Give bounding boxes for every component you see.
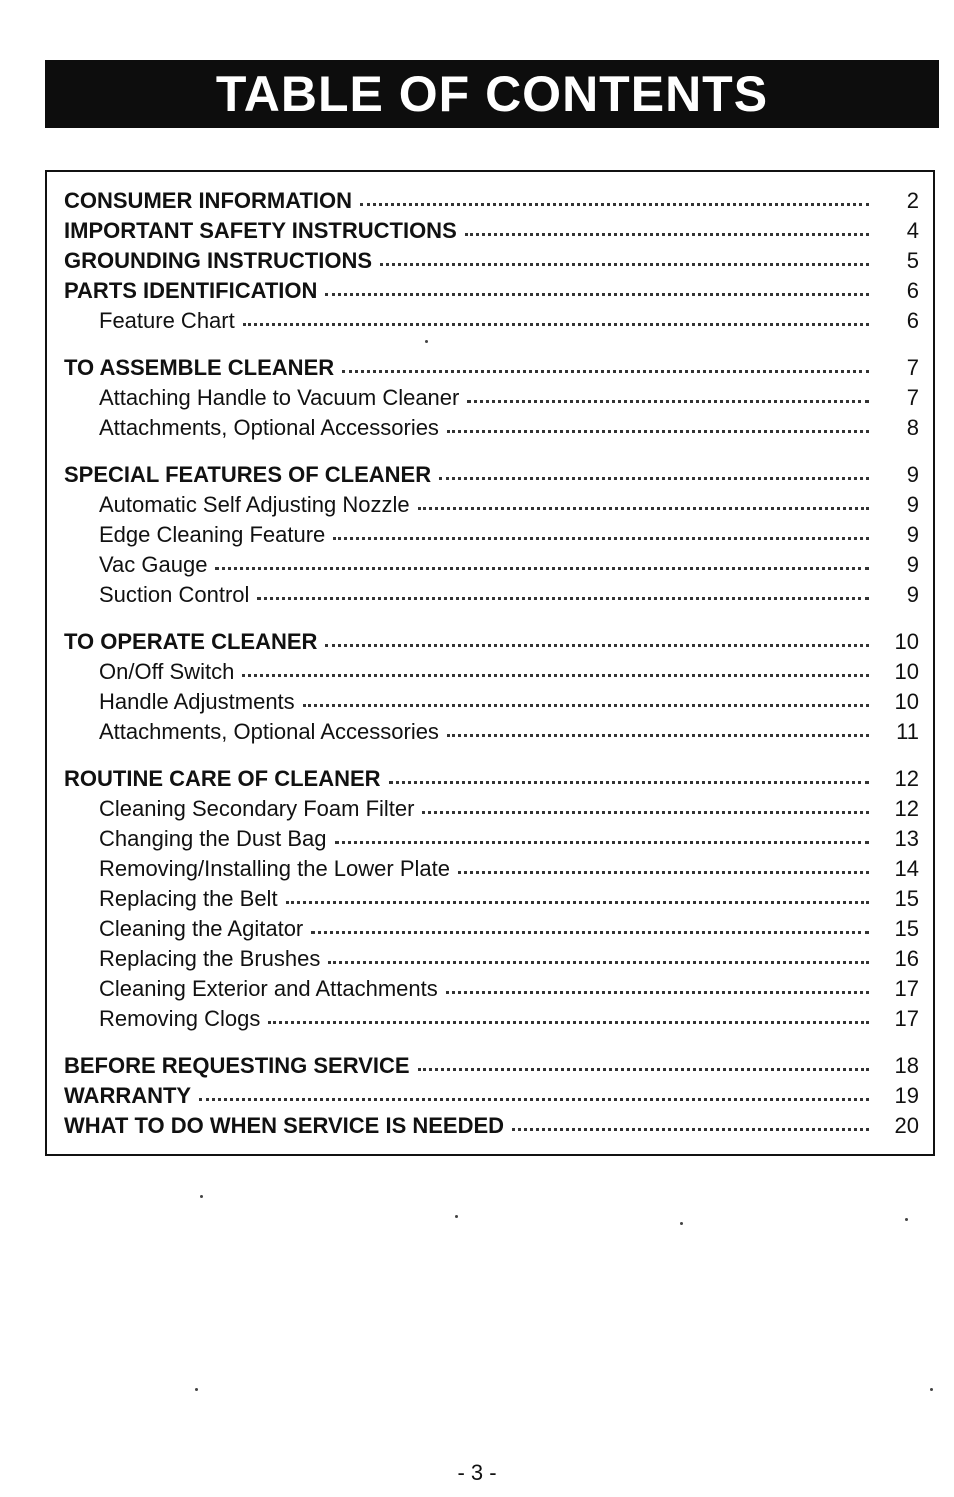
toc-entry: [64, 854, 919, 884]
dot-leader: [389, 780, 869, 784]
toc-entry: [64, 794, 919, 824]
toc-entry-label: GROUNDING INSTRUCTIONS: [64, 248, 372, 273]
toc-entry-label: On/Off Switch: [99, 659, 235, 684]
toc-entry-label: WHAT TO DO WHEN SERVICE IS NEEDED: [64, 1113, 505, 1138]
toc-entry-page: 15: [894, 886, 919, 911]
dot-leader: [286, 900, 869, 904]
toc-entry-page: 11: [896, 719, 919, 744]
toc-entry: [64, 186, 919, 216]
toc-entry: [64, 1051, 919, 1081]
dot-leader: [360, 202, 869, 206]
toc-entry-label: Attachments, Optional Accessories: [99, 415, 439, 440]
toc-entry-page: 5: [906, 248, 919, 273]
dot-leader: [467, 399, 869, 403]
scan-speck: [425, 340, 428, 343]
toc-entry-label: Changing the Dust Bag: [99, 826, 327, 851]
toc-entry-label: Automatic Self Adjusting Nozzle: [99, 492, 410, 517]
dot-leader: [268, 1020, 869, 1024]
toc-entry: [64, 764, 919, 794]
toc-entry-label: WARRANTY: [64, 1083, 192, 1108]
toc-entry-label: Removing Clogs: [99, 1006, 261, 1031]
dot-leader: [257, 596, 869, 600]
scan-speck: [200, 1195, 203, 1198]
dot-leader: [242, 673, 869, 677]
dot-leader: [342, 369, 869, 373]
toc-entry: [64, 1111, 919, 1141]
dot-leader: [333, 536, 869, 540]
toc-entry-page: 18: [894, 1053, 919, 1078]
toc-entry: [64, 383, 919, 413]
toc-entry-page: 12: [894, 766, 919, 791]
toc-entry: [64, 550, 919, 580]
title-banner: [45, 60, 939, 128]
dot-leader: [439, 476, 869, 480]
dot-leader: [215, 566, 869, 570]
toc-entry: [64, 216, 919, 246]
toc-entry-label: Cleaning Exterior and Attachments: [99, 976, 438, 1001]
toc-entry: [64, 884, 919, 914]
toc-entry: [64, 413, 919, 443]
scan-speck: [680, 1222, 683, 1225]
toc-section: [64, 764, 919, 1034]
toc-entry-label: PARTS IDENTIFICATION: [64, 278, 318, 303]
toc-section: [64, 460, 919, 610]
toc-entry-page: 10: [894, 689, 919, 714]
toc-entry-label: IMPORTANT SAFETY INSTRUCTIONS: [64, 218, 457, 243]
toc-entry-label: Replacing the Belt: [99, 886, 278, 911]
toc-entry-label: Edge Cleaning Feature: [99, 522, 326, 547]
toc-entry: [64, 944, 919, 974]
toc-entry: [64, 276, 919, 306]
toc-entry-label: Vac Gauge: [99, 552, 208, 577]
toc-entry-page: 20: [894, 1113, 919, 1138]
toc-entry-page: 9: [906, 552, 919, 577]
dot-leader: [325, 643, 869, 647]
scan-speck: [195, 1388, 198, 1391]
toc-entry: [64, 246, 919, 276]
toc-entry-page: 16: [894, 946, 919, 971]
toc-entry-page: 9: [906, 462, 919, 487]
toc-entry-label: Attaching Handle to Vacuum Cleaner: [99, 385, 460, 410]
toc-section: [64, 627, 919, 747]
toc-entry-page: 7: [906, 355, 919, 380]
toc-entry-page: 10: [894, 629, 919, 654]
toc-entry-label: BEFORE REQUESTING SERVICE: [64, 1053, 410, 1078]
toc-entry-page: 9: [906, 582, 919, 607]
toc-entry-page: 2: [906, 188, 919, 213]
toc-entry: [64, 687, 919, 717]
toc-entry-label: Suction Control: [99, 582, 250, 607]
toc-entry-page: 6: [906, 278, 919, 303]
toc-entry-label: Replacing the Brushes: [99, 946, 321, 971]
toc-entry-label: CONSUMER INFORMATION: [64, 188, 353, 213]
dot-leader: [418, 506, 869, 510]
toc-entry-label: TO OPERATE CLEANER: [64, 629, 318, 654]
toc-entry: [64, 520, 919, 550]
dot-leader: [303, 703, 869, 707]
toc-entry: [64, 824, 919, 854]
dot-leader: [380, 262, 869, 266]
toc-entry-label: SPECIAL FEATURES OF CLEANER: [64, 462, 432, 487]
toc-entry: [64, 974, 919, 1004]
dot-leader: [422, 810, 869, 814]
toc-entry: [64, 1004, 919, 1034]
toc-section: [64, 353, 919, 443]
page-number: - 3 -: [457, 1460, 497, 1485]
dot-leader: [458, 870, 869, 874]
toc-entry-page: 15: [894, 916, 919, 941]
dot-leader: [447, 429, 869, 433]
dot-leader: [325, 292, 869, 296]
toc-entry: [64, 353, 919, 383]
toc-entry: [64, 460, 919, 490]
toc-entry-label: Feature Chart: [99, 308, 235, 333]
toc-section: [64, 1051, 919, 1141]
toc-entry-page: 14: [894, 856, 919, 881]
toc-entry: [64, 914, 919, 944]
toc-entry: [64, 306, 919, 336]
toc-entry: [64, 490, 919, 520]
dot-leader: [335, 840, 870, 844]
toc-entry-page: 12: [894, 796, 919, 821]
toc-entry-label: Removing/Installing the Lower Plate: [99, 856, 450, 881]
toc-entry-page: 7: [906, 385, 919, 410]
toc-entry-label: Cleaning the Agitator: [99, 916, 304, 941]
scan-speck: [455, 1215, 458, 1218]
dot-leader: [311, 930, 869, 934]
toc-entry-page: 8: [906, 415, 919, 440]
toc-entry: [64, 1081, 919, 1111]
toc-entry-page: 13: [894, 826, 919, 851]
toc-entry-page: 19: [894, 1083, 919, 1108]
toc-entry-page: 4: [906, 218, 919, 243]
toc-entry-page: 10: [894, 659, 919, 684]
toc-entry: [64, 580, 919, 610]
dot-leader: [465, 232, 869, 236]
dot-leader: [243, 322, 869, 326]
toc-entry: [64, 657, 919, 687]
toc-entry-label: Cleaning Secondary Foam Filter: [99, 796, 415, 821]
toc-section: [64, 186, 919, 336]
scan-speck: [905, 1218, 908, 1221]
toc-entry-page: 6: [906, 308, 919, 333]
toc-entry-label: Handle Adjustments: [99, 689, 295, 714]
toc-entry-label: Attachments, Optional Accessories: [99, 719, 439, 744]
toc-entry-label: TO ASSEMBLE CLEANER: [64, 355, 335, 380]
toc-entry: [64, 627, 919, 657]
toc-entry-page: 17: [894, 1006, 919, 1031]
dot-leader: [447, 733, 869, 737]
dot-leader: [512, 1127, 869, 1131]
toc-entry-label: ROUTINE CARE OF CLEANER: [64, 766, 381, 791]
dot-leader: [328, 960, 869, 964]
table-of-contents: [45, 170, 935, 1156]
page-title: TABLE OF CONTENTS: [215, 66, 769, 122]
toc-entry: [64, 717, 919, 747]
toc-entry-page: 9: [906, 522, 919, 547]
toc-entry-page: 9: [906, 492, 919, 517]
scan-speck: [930, 1388, 933, 1391]
toc-entry-page: 17: [894, 976, 919, 1001]
dot-leader: [199, 1097, 869, 1101]
dot-leader: [446, 990, 869, 994]
dot-leader: [418, 1067, 869, 1071]
